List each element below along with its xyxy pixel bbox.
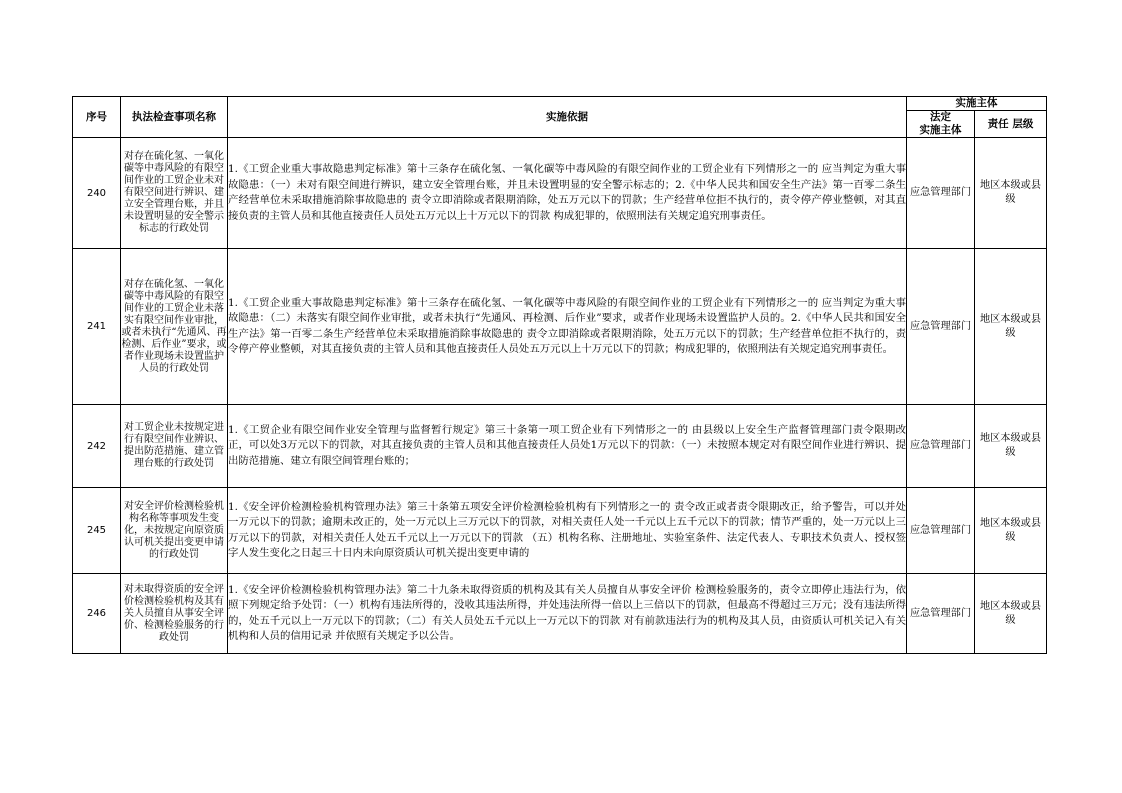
- responsibility-level: 地区本级或县级: [975, 488, 1047, 574]
- item-name: 对未取得资质的安全评价检测检验机构及其有关人员擅自从事安全评价、检测检验服务的行政处罚: [121, 574, 228, 654]
- item-name: 对存在硫化氢、一氧化碳等中毒风险的有限空间作业的工贸企业未对有限空间进行辨识、建立安全管理台账，并且未设置明显的安全警示标志的行政处罚: [121, 138, 228, 249]
- row-number: 240: [73, 138, 121, 249]
- table-row: [73, 138, 1047, 249]
- table-row: [73, 405, 1047, 488]
- table-row: [73, 249, 1047, 405]
- header-subject: 实施主体: [907, 97, 1047, 111]
- responsibility-level: 地区本级或县级: [975, 138, 1047, 249]
- item-basis: 1.《安全评价检测检验机构管理办法》第二十九条未取得资质的机构及其有关人员擅自从事安全评价 检测检验服务的，责令立即停止违法行为，依照下列规定给予处罚：（一）机构有违法所得的，没收其违法所得，并处违法所得一倍以上三倍以下的罚款，但最高不得超过三万元；没有违法所得的，处五千元以上一万元以下的罚款；（二）有关人员处五千元以上一万元以下的罚款 对有前款违法行为的机构及其人员，由资质认可机关记入有关机构和人员的信用记录 并依照有关规定予以公告。: [228, 574, 907, 654]
- item-name: 对安全评价检测检验机构名称等事项发生变化，未按规定向原资质认可机关提出变更申请的行政处罚: [121, 488, 228, 574]
- responsibility-level: 地区本级或县级: [975, 405, 1047, 488]
- table-row: [73, 488, 1047, 574]
- header-resp-level: 责任 层级: [975, 111, 1047, 138]
- header-item-name: 执法检查事项名称: [121, 97, 228, 138]
- legal-subject: 应急管理部门: [907, 574, 975, 654]
- item-name: 对工贸企业未按规定进行有限空间作业辨识、提出防范措施、建立管理台账的行政处罚: [121, 405, 228, 488]
- header-basis: 实施依据: [228, 97, 907, 138]
- table-row: [73, 574, 1047, 654]
- item-name: 对存在硫化氢、一氧化碳等中毒风险的有限空间作业的工贸企业未落实有限空间作业审批，或者未执行“先通风、再检测、后作业”要求，或者作业现场未设置监护人员的行政处罚: [121, 249, 228, 405]
- inspection-items-table: [72, 96, 1047, 654]
- legal-subject: 应急管理部门: [907, 405, 975, 488]
- header-seq: 序号: [73, 97, 121, 138]
- legal-subject: 应急管理部门: [907, 249, 975, 405]
- row-number: 246: [73, 574, 121, 654]
- header-legal-subject: 法定 实施主体: [907, 111, 975, 138]
- legal-subject: 应急管理部门: [907, 488, 975, 574]
- header-row-top: [73, 97, 1047, 111]
- responsibility-level: 地区本级或县级: [975, 574, 1047, 654]
- row-number: 241: [73, 249, 121, 405]
- row-number: 245: [73, 488, 121, 574]
- row-number: 242: [73, 405, 121, 488]
- item-basis: 1.《工贸企业重大事故隐患判定标准》第十三条存在硫化氢、一氧化碳等中毒风险的有限空间作业的工贸企业有下列情形之一的 应当判定为重大事故隐患：（一）未对有限空间进行辨识，建立安全管理台账，并且未设置明显的安全警示标志的；2.《中华人民共和国安全生产法》第一百零二条生产经营单位未采取措施消除事故隐患的 责令立即消除或者限期消除，处五万元以下的罚款；生产经营单位拒不执行的，责令停产停业整顿，对其直接负责的主管人员和其他直接责任人员处五万元以上十万元以下的罚款 构成犯罪的，依照刑法有关规定追究刑事责任。: [228, 138, 907, 249]
- item-basis: 1.《安全评价检测检验机构管理办法》第三十条第五项安全评价检测检验机构有下列情形之一的 责令改正或者责令限期改正，给予警告，可以并处一万元以下的罚款；逾期未改正的，处一万元以上三万元以下的罚款，对相关责任人处一千元以上五千元以下的罚款；情节严重的，处一万元以上三万元以下的罚款，对相关责任人处五千元以上一万元以下的罚款 （五）机构名称、注册地址、实验室条件、法定代表人、专职技术负责人、授权签字人发生变化之日起三十日内未向原资质认可机关提出变更申请的: [228, 488, 907, 574]
- item-basis: 1.《工贸企业有限空间作业安全管理与监督暂行规定》第三十条第一项工贸企业有下列情形之一的 由县级以上安全生产监督管理部门责令限期改正，可以处3万元以下的罚款，对其直接负责的主管人员和其他直接责任人员处1万元以下的罚款：（一）未按照本规定对有限空间作业进行辨识、提出防范措施、建立有限空间管理台账的；: [228, 405, 907, 488]
- legal-subject: 应急管理部门: [907, 138, 975, 249]
- item-basis: 1.《工贸企业重大事故隐患判定标准》第十三条存在硫化氢、一氧化碳等中毒风险的有限空间作业的工贸企业有下列情形之一的 应当判定为重大事故隐患：（二）未落实有限空间作业审批，或者未执行“先通风、再检测、后作业”要求，或者作业现场未设置监护人员的。2.《中华人民共和国安全生产法》第一百零二条生产经营单位未采取措施消除事故隐患的 责令立即消除或者限期消除，处五万元以下的罚款；生产经营单位拒不执行的，责令停产停业整顿，对其直接负责的主管人员和其他直接责任人员处五万元以上十万元以下的罚款；构成犯罪的，依照刑法有关规定追究刑事责任。: [228, 249, 907, 405]
- responsibility-level: 地区本级或县级: [975, 249, 1047, 405]
